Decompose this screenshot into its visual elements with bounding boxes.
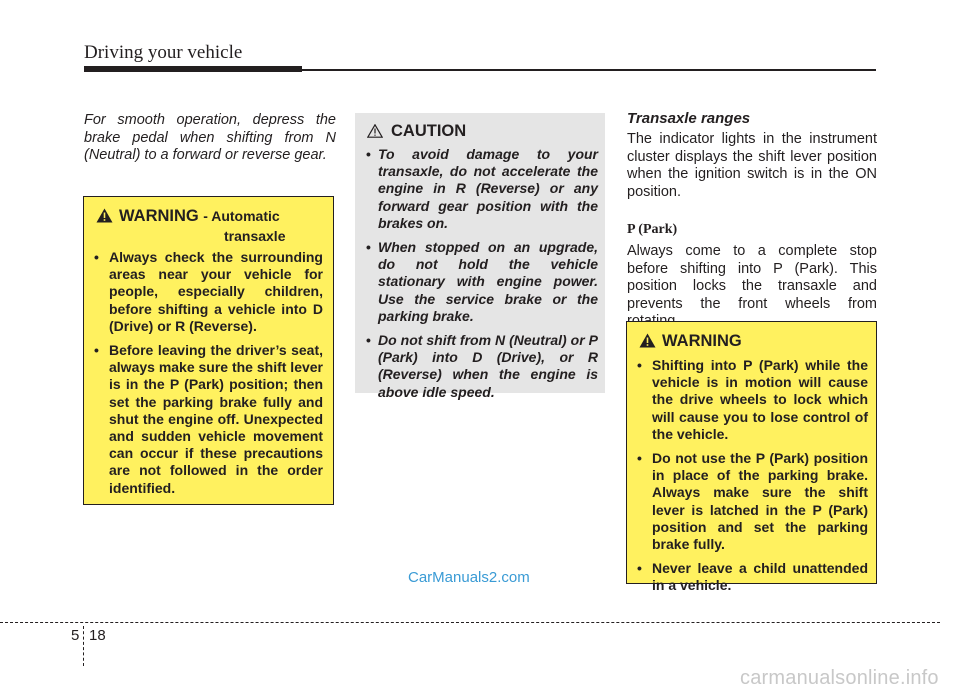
- caution-item: • To avoid damage to your transaxle, do not accelerate the engine in R (Reverse) or any forward gear position with the brakes on.: [366, 146, 598, 232]
- caution-list: [366, 146, 598, 408]
- warning-item: • Always check the surrounding areas near your vehicle for people, especially children, before shifting a vehicle into D (Drive) or R (Reverse).: [94, 249, 323, 335]
- warning-list: [637, 357, 868, 602]
- warning-item: • Before leaving the driver’s seat, always make sure the shift lever is in the P (Park) position; then set the parking brake fully and shut the engine off. Unexpected and sudden vehicle movement can occur if these precautions are not followed in the order identified.: [94, 342, 323, 497]
- warning-title: [639, 332, 742, 353]
- warning-box-park: [626, 321, 877, 594]
- subheading-park: P (Park): [627, 222, 678, 237]
- warning-triangle-icon: [96, 208, 113, 228]
- header-rule-thin: [302, 69, 876, 71]
- park-paragraph: Always come to a complete stop before shifting into P (Park). This position locks the transaxle and prevents the front wheels from: [627, 243, 877, 312]
- transaxle-paragraph: The indicator lights in the instrument cluster displays the shift lever position when the ignition switch is in the ON position.: [627, 131, 877, 200]
- warning-subtitle-b: transaxle: [224, 228, 286, 244]
- footer-rule: [0, 622, 940, 623]
- footer-divider: [83, 626, 84, 666]
- page-section-number: 5: [71, 627, 80, 644]
- warning-subtitle-a: - Automatic: [203, 208, 280, 224]
- section-heading-transaxle-ranges: Transaxle ranges: [627, 110, 751, 127]
- warning-triangle-icon: [639, 333, 656, 353]
- warning-title-text: WARNING: [119, 207, 199, 225]
- warning-box-automatic-transaxle: [83, 196, 334, 505]
- warning-item: • Never leave a child unattended in a vehicle.: [637, 560, 868, 594]
- header-rule-thick: [84, 66, 302, 72]
- page-header-title: Driving your vehicle: [84, 42, 243, 63]
- warning-item: • Do not use the P (Park) position in place of the parking brake. Always make sure the shift lever is latched in the P (Park) position and set the parking brake fully.: [637, 450, 868, 553]
- caution-triangle-icon: [367, 124, 383, 143]
- page-number: 18: [89, 627, 106, 644]
- watermark-link[interactable]: CarManuals2.com: [408, 569, 530, 586]
- warning-title: [96, 207, 280, 228]
- warning-list: [94, 249, 323, 504]
- caution-title: [367, 122, 466, 143]
- footer-site-watermark: carmanualsonline.info: [740, 667, 939, 689]
- caution-box: [355, 113, 605, 400]
- warning-item: • Shifting into P (Park) while the vehicle is in motion will cause the drive wheels to lock which will cause you to lose control of the vehicle.: [637, 357, 868, 443]
- caution-item: • When stopped on an upgrade, do not hold the vehicle stationary with engine power. Use the service brake or the parking brake.: [366, 239, 598, 325]
- warning-title-text: WARNING: [662, 332, 742, 350]
- caution-title-text: CAUTION: [391, 122, 467, 140]
- caution-item: • Do not shift from N (Neutral) or P (Park) into D (Drive), or R (Reverse) when the engine is above idle speed.: [366, 332, 598, 401]
- intro-paragraph: For smooth operation, depress the brake pedal when shifting from N (Neutral) to a forward or reverse gear.: [84, 112, 336, 163]
